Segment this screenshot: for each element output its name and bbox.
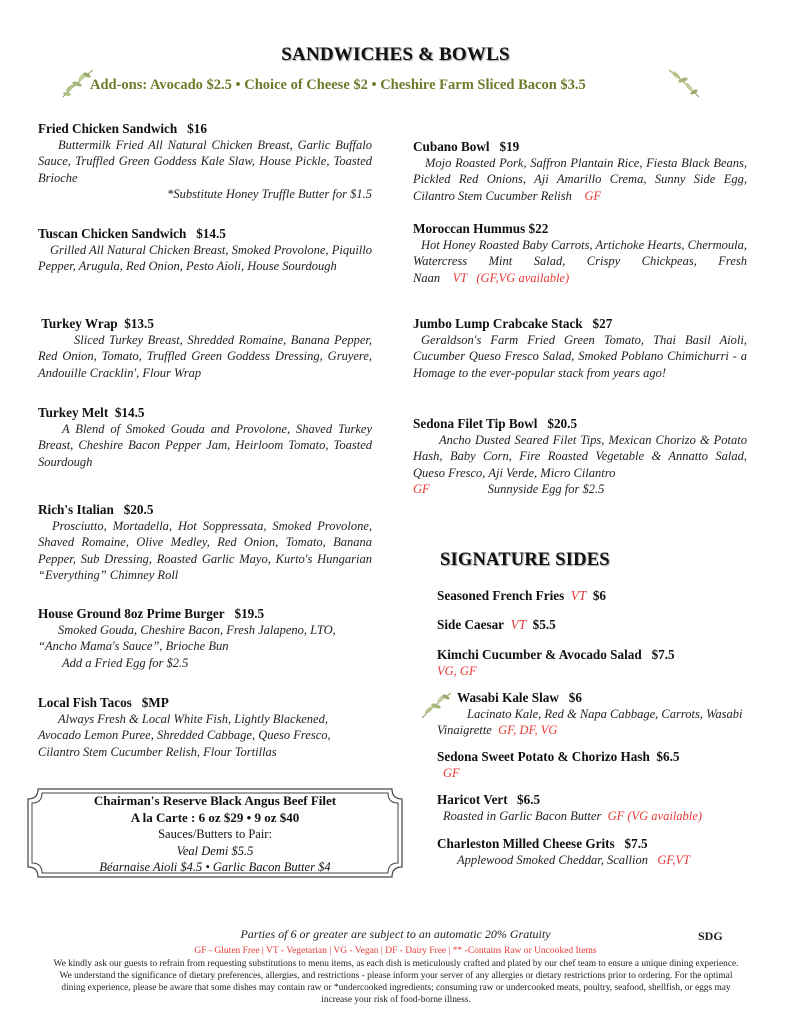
filet-sauce1: Veal Demi $5.5 (176, 843, 254, 858)
side-item-cheese-grits: Charleston Milled Cheese Grits $7.5 Applewood Smoked Cheddar, Scallion GF,VT (437, 836, 691, 867)
menu-item-moroccan-hummus (413, 220, 747, 286)
item-title: Turkey Melt $14.5 (38, 405, 145, 420)
item-note: *Substitute Honey Truffle Butter for $1.5 (167, 187, 372, 202)
filet-alacarte: A la Carte : 6 oz $29 • 9 oz $40 (130, 809, 300, 825)
item-note: Add a Fried Egg for $2.5 (62, 655, 189, 670)
menu-item-prime-burger (38, 605, 372, 671)
side-item-caesar: Side Caesar VT $5.5 (437, 617, 556, 632)
olive-sprig-icon (666, 66, 702, 100)
menu-item-filet-tip-bowl (413, 415, 747, 498)
side-item-haricot-vert: Haricot Vert Roasted in Garlic Bacon Butter GF (VG available) (437, 792, 702, 823)
filet-sauces-label: Sauces/Butters to Pair: (158, 827, 272, 841)
item-desc: Buttermilk Fried All Natural Chicken Breast, Garlic Buffalo Sauce, Truffled Green Goddess Kale Slaw, House Pickle, Toasted Brioche (38, 138, 372, 185)
filet-box (40, 793, 390, 876)
item-title: House Ground 8oz Prime Burger $19.5 (38, 606, 265, 621)
menu-item-tuscan-chicken (38, 225, 372, 275)
menu-item-cubano-bowl (413, 138, 747, 204)
item-title: Sedona Filet Tip Bowl $20.5 (413, 416, 578, 431)
sides-title: SIGNATURE SIDES (440, 550, 610, 570)
item-note: GF Sunnyside Egg for $2.5 (413, 482, 605, 497)
item-title: Cubano Bowl $19 (413, 139, 520, 154)
filet-sauce2: Béarnaise Aioli $4.5 • Garlic Bacon Butter $4 (99, 860, 331, 874)
item-desc: Geraldson's Farm Fried Green Tomato, Thai Basil Aioli, Cucumber Queso Fresco Salad, Smoked Poblano Chimichurri - a Homage to the ever-popular stack from years ago! (413, 333, 747, 380)
side-item-kimchi: Kimchi Cucumber & Avocado Salad $7.5 VG, GF (437, 647, 675, 678)
side-item-sweet-potato-hash: Sedona Sweet Potato & Chorizo Hash $6.5 GF (437, 749, 680, 780)
dietary-legend: GF - Gluten Free | VT - Vegetarian | VG - Vegan | DF - Dairy Free | ** -Contains Raw or Uncooked Items (194, 946, 597, 956)
item-title: Jumbo Lump Crabcake Stack $27 (413, 316, 613, 331)
tag-vt: VT (GF,VG available) (452, 270, 570, 285)
item-title: Moroccan Hummus $22 (413, 221, 549, 236)
item-desc: Mojo Roasted Pork, Saffron Plantain Rice, Fiesta Black Beans, Pickled Red Onions, Aji Amarillo Crema, Sunny Side Egg, Cilantro Stem Cucumber Relish GF (413, 156, 747, 203)
item-desc: A Blend of Smoked Gouda and Provolone, Shaved Turkey Breast, Cheshire Bacon Pepper Jam, Heirloom Tomato, Toasted Sourdough (38, 422, 372, 469)
item-desc: Sliced Turkey Breast, Shredded Romaine, Banana Pepper, Red Onion, Tomato, Truffled Green Goddess Dressing, Gruyere, Andouille Cracklin', Flour Wrap (38, 333, 372, 380)
menu-item-fish-tacos (38, 694, 372, 760)
item-desc: Hot Honey Roasted Baby Carrots, Artichoke Hearts, Chermoula, Watercress Mint Salad, Crispy Chickpeas, Fresh Naan VT (GF,VG available) (413, 238, 747, 285)
addons-line (90, 77, 586, 94)
item-title: Fried Chicken Sandwich $16 (38, 121, 207, 136)
item-title: Local Fish Tacos $MP (38, 695, 169, 710)
item-desc: Grilled All Natural Chicken Breast, Smoked Provolone, Piquillo Pepper, Arugula, Red Onion, Pesto Aioli, House Sourdough (38, 243, 372, 274)
side-item-wasabi-slaw: Wasabi Kale Slaw $6 Lacinato Kale, Red & Napa Cabbage, Carrots, Wasabi Vinaigrette GF, DF, VG (437, 690, 743, 738)
tag-gf: GF (413, 482, 430, 497)
page-title (0, 44, 791, 66)
item-desc: Prosciutto, Mortadella, Hot Soppressata, Smoked Provolone, Shaved Romaine, Olive Medley, Red Onion, Tomato, Banana Pepper, Sub Dressing, Roasted Garlic Mayo, Kurto's Hungarian “Everything” Chimney Roll (38, 519, 372, 583)
page-title-text: SANDWICHES & BOWLS (281, 44, 510, 65)
menu-item-fried-chicken (38, 120, 372, 203)
side-item-fries: Seasoned French Fries VT $6 (437, 588, 606, 603)
menu-item-crabcake-stack (413, 315, 747, 381)
disclaimer: We kindly ask our guests to refrain from requesting substitutions to menu items, as each dish is meticulously crafted and plated by our chef team to ensure a unique dining experience. We understand the significance of dietary preferences, allergies, and restrictions - please inform your server of any allergies or dietary restrictions prior to ordering. For the optimal dining experience, please be aware that some dishes may contain raw or *undercooked ingredients; consuming raw or undercooked meats, poultry, seafood, shellfish, or eggs may increase your risk of food-borne illness. (53, 959, 739, 1005)
item-desc: Always Fresh & Local White Fish, Lightly Blackened, Avocado Lemon Puree, Shredded Cabbage, Queso Fresco, Cilantro Stem Cucumber Relish, Flour Tortillas (38, 712, 331, 759)
menu-item-richs-italian (38, 501, 372, 584)
item-desc: Ancho Dusted Seared Filet Tips, Mexican Chorizo & Potato Hash, Baby Corn, Fire Roasted Vegetable & Annatto Salad, Queso Fresco, Aji Verde, Micro Cilantro (413, 433, 747, 480)
item-desc: Smoked Gouda, Cheshire Bacon, Fresh Jalapeno, LTO, “Ancho Mama's Sauce”, Brioche Bun (38, 623, 336, 654)
menu-item-turkey-wrap (38, 315, 372, 381)
item-title: Turkey Wrap $13.5 (41, 316, 154, 331)
tag-gf: GF (584, 188, 602, 203)
item-title: Rich's Italian $20.5 (38, 502, 154, 517)
side-item-haricot-price: $6.5 (517, 792, 541, 807)
addons-text: Add-ons: Avocado $2.5 • Choice of Cheese $2 • Cheshire Farm Sliced Bacon $3.5 (90, 77, 586, 93)
menu-item-turkey-melt (38, 404, 372, 470)
sdg-code: SDG (698, 929, 723, 943)
item-title: Tuscan Chicken Sandwich $14.5 (38, 226, 226, 241)
gratuity-note: Parties of 6 or greater are subject to an automatic 20% Gratuity (240, 927, 551, 941)
filet-title: Chairman's Reserve Black Angus Beef Filet (93, 793, 337, 808)
